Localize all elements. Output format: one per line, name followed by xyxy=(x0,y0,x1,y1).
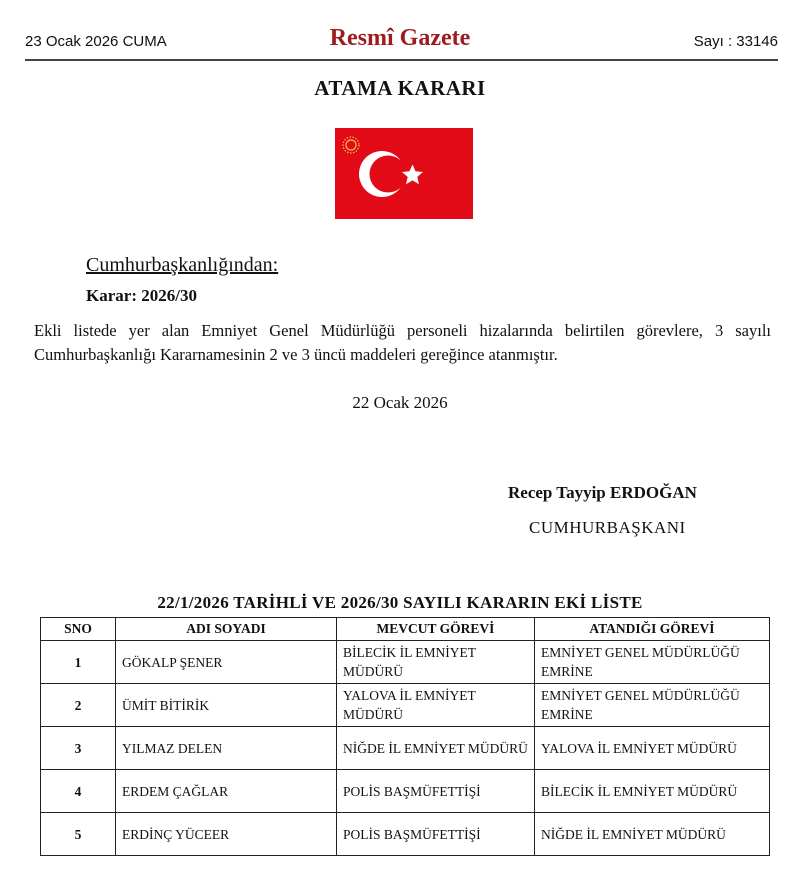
table-row xyxy=(41,727,770,770)
row-assigned-role: BİLECİK İL EMNİYET MÜDÜRÜ xyxy=(535,770,770,813)
row-name: ERDİNÇ YÜCEER xyxy=(116,813,337,856)
row-sno: 2 xyxy=(41,684,116,727)
row-current-role: NİĞDE İL EMNİYET MÜDÜRÜ xyxy=(337,727,535,770)
issuer: Cumhurbaşkanlığından: xyxy=(86,254,279,276)
column-header-sno: SNO xyxy=(41,618,116,641)
row-current-role: POLİS BAŞMÜFETTİŞİ xyxy=(337,813,535,856)
row-assigned-role: NİĞDE İL EMNİYET MÜDÜRÜ xyxy=(535,813,770,856)
row-sno: 3 xyxy=(41,727,116,770)
table-row xyxy=(41,770,770,813)
document-title: ATAMA KARARI xyxy=(314,76,486,100)
row-assigned-role: EMNİYET GENEL MÜDÜRLÜĞÜ EMRİNE xyxy=(535,641,770,684)
row-current-role: BİLECİK İL EMNİYET MÜDÜRÜ xyxy=(337,641,535,684)
header-date: 23 Ocak 2026 CUMA xyxy=(25,33,167,50)
decision-date: 22 Ocak 2026 xyxy=(352,393,448,412)
turkish-flag-icon xyxy=(335,128,473,219)
row-assigned-role: YALOVA İL EMNİYET MÜDÜRÜ xyxy=(535,727,770,770)
issue-number: Sayı : 33146 xyxy=(693,33,778,50)
header-divider xyxy=(25,59,778,61)
table-header-row xyxy=(41,618,770,641)
row-name: ÜMİT BİTİRİK xyxy=(116,684,337,727)
row-name: GÖKALP ŞENER xyxy=(116,641,337,684)
gazette-name: Resmî Gazete xyxy=(329,25,471,51)
list-title: 22/1/2026 TARİHLİ VE 2026/30 SAYILI KARARIN EKİ LİSTE xyxy=(157,593,643,612)
table-row xyxy=(41,641,770,684)
row-sno: 1 xyxy=(41,641,116,684)
row-current-role: YALOVA İL EMNİYET MÜDÜRÜ xyxy=(337,684,535,727)
row-sno: 4 xyxy=(41,770,116,813)
table-row xyxy=(41,684,770,727)
row-name: YILMAZ DELEN xyxy=(116,727,337,770)
column-header-current-role: MEVCUT GÖREVİ xyxy=(337,618,535,641)
table-row xyxy=(41,813,770,856)
appointment-table xyxy=(40,617,770,856)
decision-body: Ekli listede yer alan Emniyet Genel Müdürlüğü personeli hizalarında belirtilen görevlere, 3 sayılı Cumhurbaşkanlığı Kararnamesinin 2 ve 3 üncü maddeleri gereğince atanmıştır. xyxy=(34,321,771,364)
row-assigned-role: EMNİYET GENEL MÜDÜRLÜĞÜ EMRİNE xyxy=(535,684,770,727)
column-header-name: ADI SOYADI xyxy=(116,618,337,641)
signatory-name: Recep Tayyip ERDOĞAN xyxy=(508,483,697,502)
column-header-assigned-role: ATANDIĞI GÖREVİ xyxy=(535,618,770,641)
row-sno: 5 xyxy=(41,813,116,856)
row-current-role: POLİS BAŞMÜFETTİŞİ xyxy=(337,770,535,813)
signatory-title: CUMHURBAŞKANI xyxy=(529,518,686,537)
row-name: ERDEM ÇAĞLAR xyxy=(116,770,337,813)
decision-number: Karar: 2026/30 xyxy=(86,286,197,305)
